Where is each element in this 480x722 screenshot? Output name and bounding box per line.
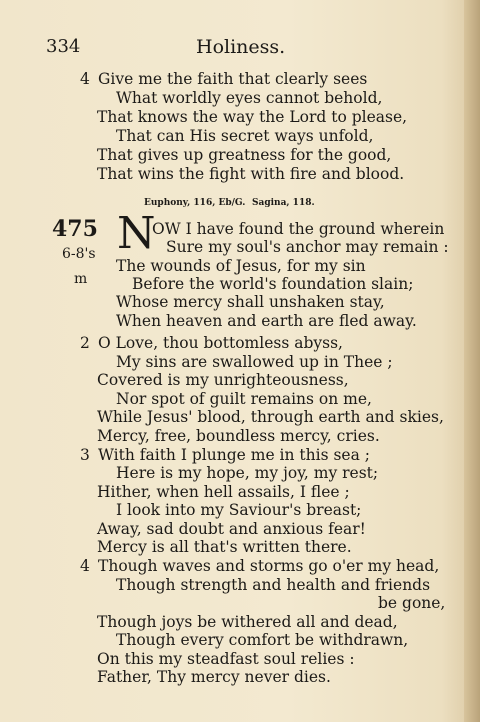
verse-line: Father, Thy mercy never dies. (97, 668, 331, 686)
verse-line: That knows the way the Lord to please, (97, 108, 408, 126)
page-edge (464, 0, 480, 722)
verse-line: Though every comfort be withdrawn, (116, 631, 409, 649)
verse-line: That wins the fight with fire and blood. (97, 165, 405, 183)
drop-cap: N (117, 208, 156, 259)
verse-line: Mercy, free, boundless mercy, cries. (97, 427, 380, 445)
verse-line: When heaven and earth are fled away. (116, 312, 417, 330)
verse-line: With faith I plunge me in this sea ; (98, 446, 370, 464)
verse-line: Though strength and health and friends (116, 576, 431, 594)
tune-name: Sagina, 118. (252, 198, 315, 208)
verse-line: My sins are swallowed up in Thee ; (116, 353, 393, 371)
verse-line: The wounds of Jesus, for my sin (116, 257, 366, 275)
verse-line: O Love, thou bottomless abyss, (98, 334, 343, 352)
hymn-number: 475 (52, 216, 98, 242)
verse-line: Give me the faith that clearly sees (98, 70, 368, 88)
verse-line: On this my steadfast soul relies : (97, 650, 355, 668)
page-header (0, 36, 480, 64)
verse-line: Whose mercy shall unshaken stay, (116, 293, 385, 311)
hymn-mark: m (74, 271, 88, 287)
verse-line: Hither, when hell assails, I flee ; (97, 483, 350, 501)
verse-line: Before the world's foundation slain; (132, 275, 414, 293)
verse-line: That gives up greatness for the good, (97, 146, 392, 164)
verse-number: 3 (80, 446, 90, 464)
verse-line: Sure my soul's anchor may remain : (166, 238, 449, 256)
verse-number: 2 (80, 334, 90, 352)
verse-line: Nor spot of guilt remains on me, (116, 390, 372, 408)
verse-number: 4 (80, 70, 90, 88)
verse-line: Away, sad doubt and anxious fear! (97, 520, 366, 538)
verse-line: Though waves and storms go o'er my head, (98, 557, 440, 575)
verse-line: be gone, (378, 594, 446, 612)
verse-line: Covered is my unrighteousness, (97, 371, 349, 389)
verse-line: That can His secret ways unfold, (116, 127, 374, 145)
verse-line: I look into my Saviour's breast; (116, 501, 362, 519)
verse-line: Mercy is all that's written there. (97, 538, 352, 556)
verse-line: OW I have found the ground wherein (152, 220, 445, 238)
hymn-meter: 6-8's (62, 246, 96, 262)
page-number: 334 (46, 36, 81, 57)
tune-name: Euphony, 116, Eb/G. (144, 198, 246, 208)
verse-line: While Jesus' blood, through earth and skies, (97, 408, 444, 426)
verse-line: Though joys be withered all and dead, (97, 613, 398, 631)
verse-line: Here is my hope, my joy, my rest; (116, 464, 379, 482)
verse-number: 4 (80, 557, 90, 575)
running-title: Holiness. (196, 36, 286, 58)
verse-line: What worldly eyes cannot behold, (116, 89, 383, 107)
